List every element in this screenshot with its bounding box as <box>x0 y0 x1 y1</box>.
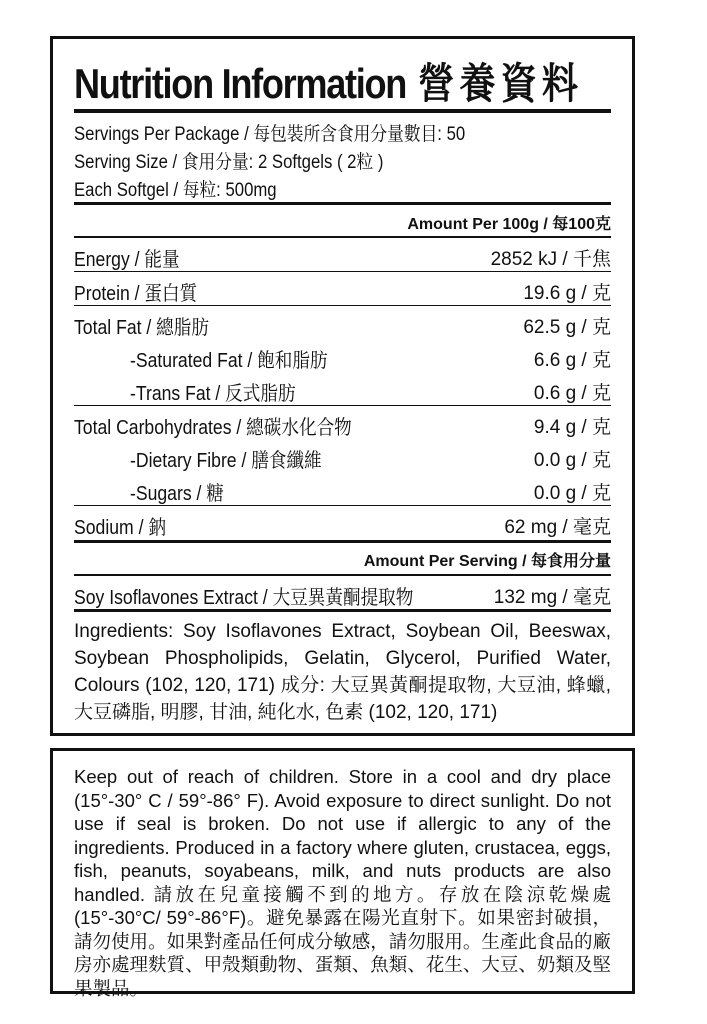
warning-text: Keep out of reach of children. Store in a cool and dry place (15°-30° C / 59°-86° F). Avoid exposure to direct sunlight. Do not use if seal is broken. Do not use if allergic to any of the ingredients. Produced in a factory where gluten, crustacea, eggs, fish, peanuts, soyabeans, milk, and nuts products are also handled. 請放在兒童接觸不到的地方。存放在陰涼乾燥處(15°-30°C/ 59°-86°F)。避免暴露在陽光直射下。如果密封破損，請勿使用。如果對產品任何成分敏感，請勿服用。生產此食品的廠房亦處理麩質、甲殼類動物、蛋類、魚類、花生、大豆、奶類及堅果製品。 <box>74 766 611 999</box>
nutrient-row-total-carbohydrates <box>74 406 611 439</box>
nutrient-row-saturated-fat <box>74 339 611 372</box>
nutrient-label: Sodium / 鈉 <box>74 517 166 539</box>
servings-per-package: Servings Per Package / 每包裝所含食用分量數目: 50 <box>74 124 466 145</box>
ingredients-rule <box>74 609 611 612</box>
nutrient-value: 62.5 g / 克 <box>523 317 611 338</box>
each-softgel: Each Softgel / 每粒: 500mg <box>74 180 277 201</box>
nutrient-row-trans-fat <box>74 372 611 406</box>
serving-label: Soy Isoflavones Extract / 大豆異黃酮提取物 <box>74 587 414 609</box>
warning-panel <box>50 748 635 999</box>
nutrient-row-sodium <box>74 506 611 539</box>
nutrient-value: 19.6 g / 克 <box>523 283 611 304</box>
per-100g-header: Amount Per 100g / 每100克 <box>407 216 611 233</box>
nutrient-label: -Dietary Fibre / 膳食纖維 <box>130 450 322 472</box>
nutrient-label: -Saturated Fat / 飽和脂肪 <box>130 350 328 372</box>
nutrient-row-energy <box>74 238 611 272</box>
panel-title <box>74 51 583 111</box>
serving-section-rule <box>74 540 611 543</box>
nutrient-label: -Sugars / 糖 <box>130 483 224 505</box>
title-rule <box>74 109 611 113</box>
nutrition-panel <box>50 36 635 736</box>
nutrient-row-total-fat <box>74 306 611 339</box>
nutrient-row-dietary-fibre <box>74 439 611 472</box>
nutrient-label: Energy / 能量 <box>74 249 180 271</box>
nutrient-value: 2852 kJ / 千焦 <box>490 249 611 270</box>
title-en: Nutrition Information <box>74 60 407 107</box>
per-serving-header: Amount Per Serving / 每食用分量 <box>363 553 611 570</box>
serving-value: 132 mg / 毫克 <box>493 587 611 608</box>
nutrient-label: -Trans Fat / 反式脂肪 <box>130 383 296 405</box>
serving-size: Serving Size / 食用分量: 2 Softgels ( 2粒 ) <box>74 152 384 173</box>
nutrient-value: 6.6 g / 克 <box>533 350 611 371</box>
section-rule <box>74 202 611 205</box>
nutrient-value: 0.6 g / 克 <box>533 383 611 404</box>
nutrient-row-protein <box>74 272 611 306</box>
nutrient-label: Protein / 蛋白質 <box>74 283 198 305</box>
nutrient-value: 0.0 g / 克 <box>533 483 611 504</box>
nutrient-label: Total Fat / 總脂肪 <box>74 317 209 339</box>
nutrient-value: 0.0 g / 克 <box>533 450 611 471</box>
title-zh: 營養資料 <box>418 60 584 107</box>
nutrient-value: 62 mg / 毫克 <box>504 517 611 538</box>
serving-row-soy-isoflavones <box>74 576 611 609</box>
nutrient-row-sugars <box>74 472 611 506</box>
ingredients-text: Ingredients: Soy Isoflavones Extract, Soybean Oil, Beeswax, Soybean Phospholipids, Gelatin, Glycerol, Purified Water, Colours (102, 120, 171) 成分: 大豆異黃酮提取物, 大豆油, 蜂蠟, 大豆磷脂, 明膠, 甘油, 純化水, 色素 (102, 120, 171) <box>74 621 611 723</box>
nutrient-value: 9.4 g / 克 <box>533 417 611 438</box>
nutrient-label: Total Carbohydrates / 總碳水化合物 <box>74 417 352 439</box>
